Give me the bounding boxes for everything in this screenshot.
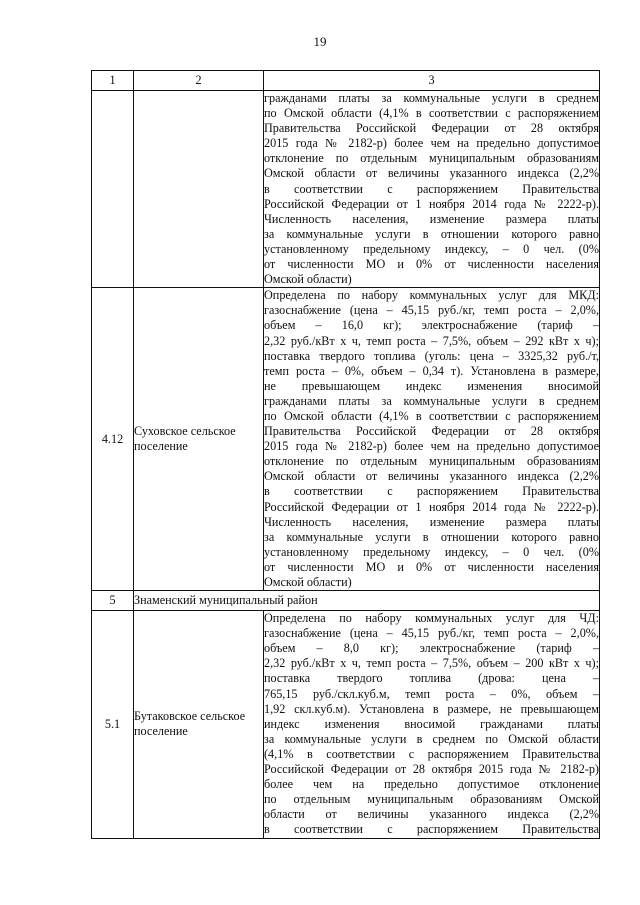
text-line: объем – 8,0 кг); электроснабжение (тариф – bbox=[264, 641, 599, 656]
settlement-name bbox=[134, 91, 264, 288]
text-line: газоснабжение (цена – 45,15 руб./кг, темп роста – 2,0%, bbox=[264, 303, 599, 318]
text-line: гражданами платы за коммунальные услуги в среднем bbox=[264, 91, 599, 105]
text-line: Численность населения, изменение размера платы bbox=[264, 514, 599, 529]
text-line: Российской Федерации от 28 октября 2015 года № 2182-р) bbox=[264, 762, 599, 777]
text-line: Численность населения, изменение размера платы bbox=[264, 211, 599, 226]
row-description bbox=[264, 611, 600, 838]
text-line: Омской области) bbox=[264, 272, 352, 287]
settlement-name: Бутаковское сельское поселение bbox=[134, 611, 264, 838]
text-line: 2015 года № 2182-р) более чем на предельно допустимое bbox=[264, 136, 599, 151]
text-line: гражданами платы за коммунальные услуги в среднем bbox=[264, 393, 599, 408]
text-line: более чем на предельно допустимое отклонение bbox=[264, 777, 599, 792]
text-line: Определена по набору коммунальных услуг для МКД: bbox=[264, 288, 599, 303]
text-line: за коммунальные услуги в отношении которого равно bbox=[264, 226, 599, 241]
row-description bbox=[264, 288, 600, 591]
row-number: 4.12 bbox=[92, 288, 134, 591]
text-line: 1,92 скл.куб.м). Установлена в размере, не превышающем bbox=[264, 701, 599, 716]
settlement-name: Суховское сельское поселение bbox=[134, 288, 264, 591]
column-header-3: 3 bbox=[264, 71, 600, 91]
text-line: по Омской области (4,1% в соответствии с распоряжением bbox=[264, 408, 599, 423]
text-line: в соответствии с распоряжением Правительства bbox=[264, 484, 599, 499]
text-line: газоснабжение (цена – 45,15 руб./кг, темп роста – 2,0%, bbox=[264, 626, 599, 641]
district-name: Знаменский муниципальный район bbox=[134, 591, 600, 611]
district-number: 5 bbox=[92, 591, 134, 611]
text-line: отклонение по отдельным муниципальным образованиям bbox=[264, 151, 599, 166]
row-description bbox=[264, 91, 600, 288]
text-line: Определена по набору коммунальных услуг для ЧД: bbox=[264, 611, 599, 626]
text-line: объем – 16,0 кг); электроснабжение (тариф – bbox=[264, 318, 599, 333]
page-number: 19 bbox=[313, 34, 327, 49]
text-line: темп роста – 0%, объем – 0,34 т). Установлена в размере, bbox=[264, 363, 599, 378]
text-line: установленному предельному индексу, – 0 чел. (0% bbox=[264, 241, 599, 256]
text-line: 2,32 руб./кВт х ч, темп роста – 7,5%, объем – 292 кВт х ч); bbox=[264, 333, 599, 348]
text-line: от численности МО и 0% от численности населения bbox=[264, 257, 599, 272]
table-row bbox=[92, 288, 600, 591]
text-line: 2015 года № 2182-р) более чем на предельно допустимое bbox=[264, 439, 599, 454]
document-table bbox=[91, 70, 600, 839]
text-line: Российской Федерации от 1 ноября 2014 года № 2222-р). bbox=[264, 196, 599, 211]
text-line: не превышающем индекс изменения вносимой bbox=[264, 378, 599, 393]
text-line: по Омской области (4,1% в соответствии с распоряжением bbox=[264, 106, 599, 121]
text-line: Омской области от величины указанного индекса (2,2% bbox=[264, 166, 599, 181]
text-line: 2,32 руб./кВт х ч, темп роста – 7,5%, объем – 200 кВт х ч); bbox=[264, 656, 599, 671]
text-line: по отдельным муниципальным образованиям Омской bbox=[264, 792, 599, 807]
text-line: 765,15 руб./скл.куб.м, темп роста – 0%, объем – bbox=[264, 686, 599, 701]
text-line: за коммунальные услуги в отношении которого равно bbox=[264, 529, 599, 544]
text-line: в соответствии с распоряжением Правительства bbox=[264, 822, 599, 837]
row-number bbox=[92, 91, 134, 288]
table-row bbox=[92, 611, 600, 838]
table-row bbox=[92, 91, 600, 288]
text-line: в соответствии с распоряжением Правительства bbox=[264, 181, 599, 196]
text-line: Правительства Российской Федерации от 28 октября bbox=[264, 424, 599, 439]
text-line: поставка твердого топлива (дрова: цена – bbox=[264, 671, 599, 686]
row-number: 5.1 bbox=[92, 611, 134, 838]
text-line: Российской Федерации от 1 ноября 2014 года № 2222-р). bbox=[264, 499, 599, 514]
text-line: поставка твердого топлива (уголь: цена – 3325,32 руб./т, bbox=[264, 348, 599, 363]
district-row bbox=[92, 591, 600, 611]
text-line: отклонение по отдельным муниципальным образованиям bbox=[264, 454, 599, 469]
text-line: Правительства Российской Федерации от 28 октября bbox=[264, 121, 599, 136]
column-header-1: 1 bbox=[92, 71, 134, 91]
text-line: Омской области) bbox=[264, 575, 352, 589]
text-line: (4,1% в соответствии с распоряжением Правительства bbox=[264, 746, 599, 761]
text-line: Омской области от величины указанного индекса (2,2% bbox=[264, 469, 599, 484]
text-line: области от величины указанного индекса (2,2% bbox=[264, 807, 599, 822]
column-header-2: 2 bbox=[134, 71, 264, 91]
table-header-row bbox=[92, 71, 600, 91]
text-line: индекс изменения вносимой гражданами платы bbox=[264, 716, 599, 731]
text-line: от численности МО и 0% от численности населения bbox=[264, 559, 599, 574]
text-line: установленному предельному индексу, – 0 чел. (0% bbox=[264, 544, 599, 559]
text-line: за коммунальные услуги в среднем по Омской области bbox=[264, 731, 599, 746]
